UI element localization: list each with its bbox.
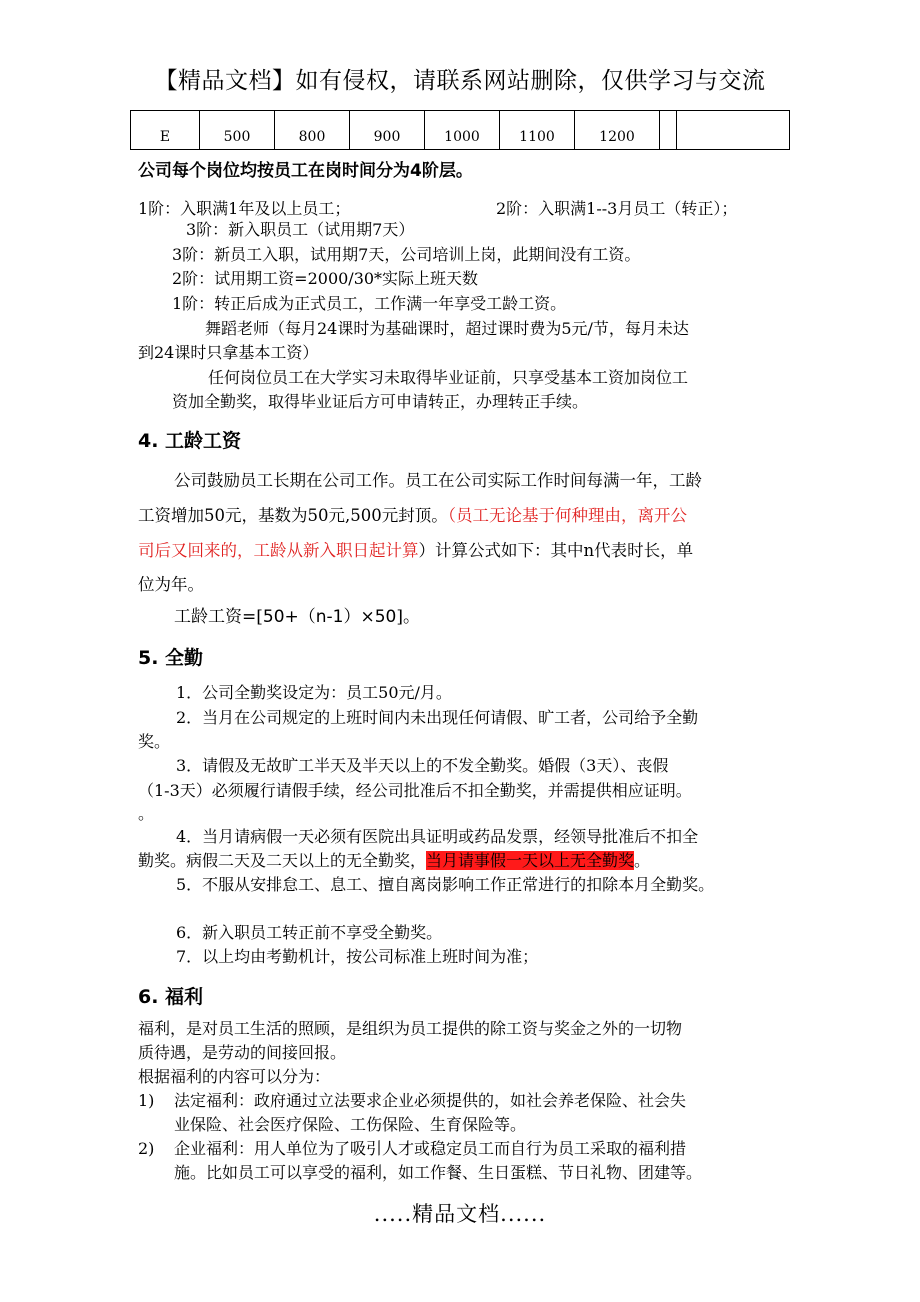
s5-item-2a: 2．当月在公司规定的上班时间内未出现任何请假、旷工者，公司给予全勤 <box>176 708 699 727</box>
dance-line-2: 到24课时只拿基本工资） <box>138 343 319 362</box>
table-cell: 1100 <box>500 111 575 150</box>
salary-grade-table <box>130 110 790 150</box>
s5-item-3c: 。 <box>138 804 155 823</box>
tier3-desc: 3阶：新员工入职，试用期7天，公司培训上岗，此期间没有工资。 <box>172 245 641 264</box>
s6-line-2: 质待遇，是劳动的间接回报。 <box>138 1043 347 1062</box>
s4-red-note-2: 司后又回来的，工龄从新入职日起计算 <box>138 541 419 560</box>
s4-line-2: 工资增加50元，基数为50元,500元封顶。（员工无论基于何种理由，离开公 <box>138 506 687 525</box>
section-5-title: 5. 全勤 <box>138 647 204 669</box>
s5-item-5: 5．不服从安排怠工、息工、擅自离岗影响工作正常进行的扣除本月全勤奖。 <box>176 875 715 894</box>
s5-item-4a: 4．当月请病假一天必须有医院出具证明或药品发票，经领导批准后不扣全 <box>176 827 699 846</box>
table-cell: E <box>131 111 200 150</box>
s5-item-7: 7．以上均由考勤机计，按公司标准上班时间为准； <box>176 947 539 966</box>
s6-list-1a: 法定福利：政府通过立法要求企业必须提供的，如社会养老保险、社会失 <box>174 1091 687 1110</box>
highlighted-rule: 当月请事假一天以上无全勤奖 <box>426 851 635 870</box>
s5-item-4b: 勤奖。病假二天及二天以上的无全勤奖，当月请事假一天以上无全勤奖。 <box>138 851 651 870</box>
dance-line-1: 舞蹈老师（每月24课时为基础课时，超过课时费为5元/节，每月未达 <box>205 319 689 338</box>
s6-list-1b: 业保险、社会医疗保险、工伤保险、生育保险等。 <box>174 1115 527 1134</box>
s6-line-1: 福利，是对员工生活的照顾，是组织为员工提供的除工资与奖金之外的一切物 <box>138 1019 683 1038</box>
tier1-desc: 1阶：转正后成为正式员工，工作满一年享受工龄工资。 <box>172 294 567 313</box>
tier-line-2: 3阶：新入职员工（试用期7天） <box>186 220 415 239</box>
s4-line-3: 司后又回来的，工龄从新入职日起计算）计算公式如下：其中n代表时长，单 <box>138 541 694 560</box>
table-cell: 900 <box>350 111 425 150</box>
section-6-title: 6. 福利 <box>138 986 204 1008</box>
s5-item-2b: 奖。 <box>138 732 171 751</box>
tier2-desc: 2阶：试用期工资=2000/30*实际上班天数 <box>172 269 479 288</box>
s6-list-2b: 施。比如员工可以享受的福利，如工作餐、生日蛋糕、节日礼物、团建等。 <box>174 1163 703 1182</box>
s4-line-4: 位为年。 <box>138 575 204 594</box>
s4-red-note-1: （员工无论基于何种理由，离开公 <box>447 506 687 525</box>
tier-line-1a: 1阶：入职满1年及以上员工； <box>138 199 351 218</box>
s5-item-3a: 3．请假及无故旷工半天及半天以上的不发全勤奖。婚假（3天）、丧假 <box>176 756 669 775</box>
s5-item-1: 1．公司全勤奖设定为：员工50元/月。 <box>176 683 452 702</box>
s5-item-3b: （1-3天）必须履行请假手续，经公司批准后不扣全勤奖，并需提供相应证明。 <box>138 781 692 800</box>
table-cell: 1200 <box>575 111 660 150</box>
table-cell: 800 <box>275 111 350 150</box>
table-cell <box>660 111 677 150</box>
s6-list-num-2: 2) <box>138 1139 155 1158</box>
tier-line-1b: 2阶：入职满1--3月员工（转正）； <box>496 199 738 218</box>
intern-line-1: 任何岗位员工在大学实习未取得毕业证前，只享受基本工资加岗位工 <box>208 368 689 387</box>
table-cell: 1000 <box>425 111 500 150</box>
s6-line-3: 根据福利的内容可以分为： <box>138 1067 331 1086</box>
page-footer: .....精品文档...... <box>373 1202 547 1226</box>
intern-line-2: 资加全勤奖，取得毕业证后方可申请转正，办理转正手续。 <box>172 392 589 411</box>
table-cell: 500 <box>200 111 275 150</box>
s6-list-2a: 企业福利：用人单位为了吸引人才或稳定员工而自行为员工采取的福利措 <box>174 1139 687 1158</box>
s6-list-num-1: 1) <box>138 1091 155 1110</box>
table-row <box>131 111 790 150</box>
section-4-title: 4. 工龄工资 <box>138 430 242 452</box>
s4-formula: 工龄工资=[50+（n-1）×50]。 <box>174 607 421 627</box>
table-cell <box>677 111 790 150</box>
page-header: 【精品文档】如有侵权，请联系网站删除，仅供学习与交流 <box>154 68 766 94</box>
s4-line-1: 公司鼓励员工长期在公司工作。员工在公司实际工作时间每满一年，工龄 <box>174 471 702 490</box>
tier-title: 公司每个岗位均按员工在岗时间分为4阶层。 <box>138 161 473 181</box>
s5-item-6: 6．新入职员工转正前不享受全勤奖。 <box>176 923 443 942</box>
